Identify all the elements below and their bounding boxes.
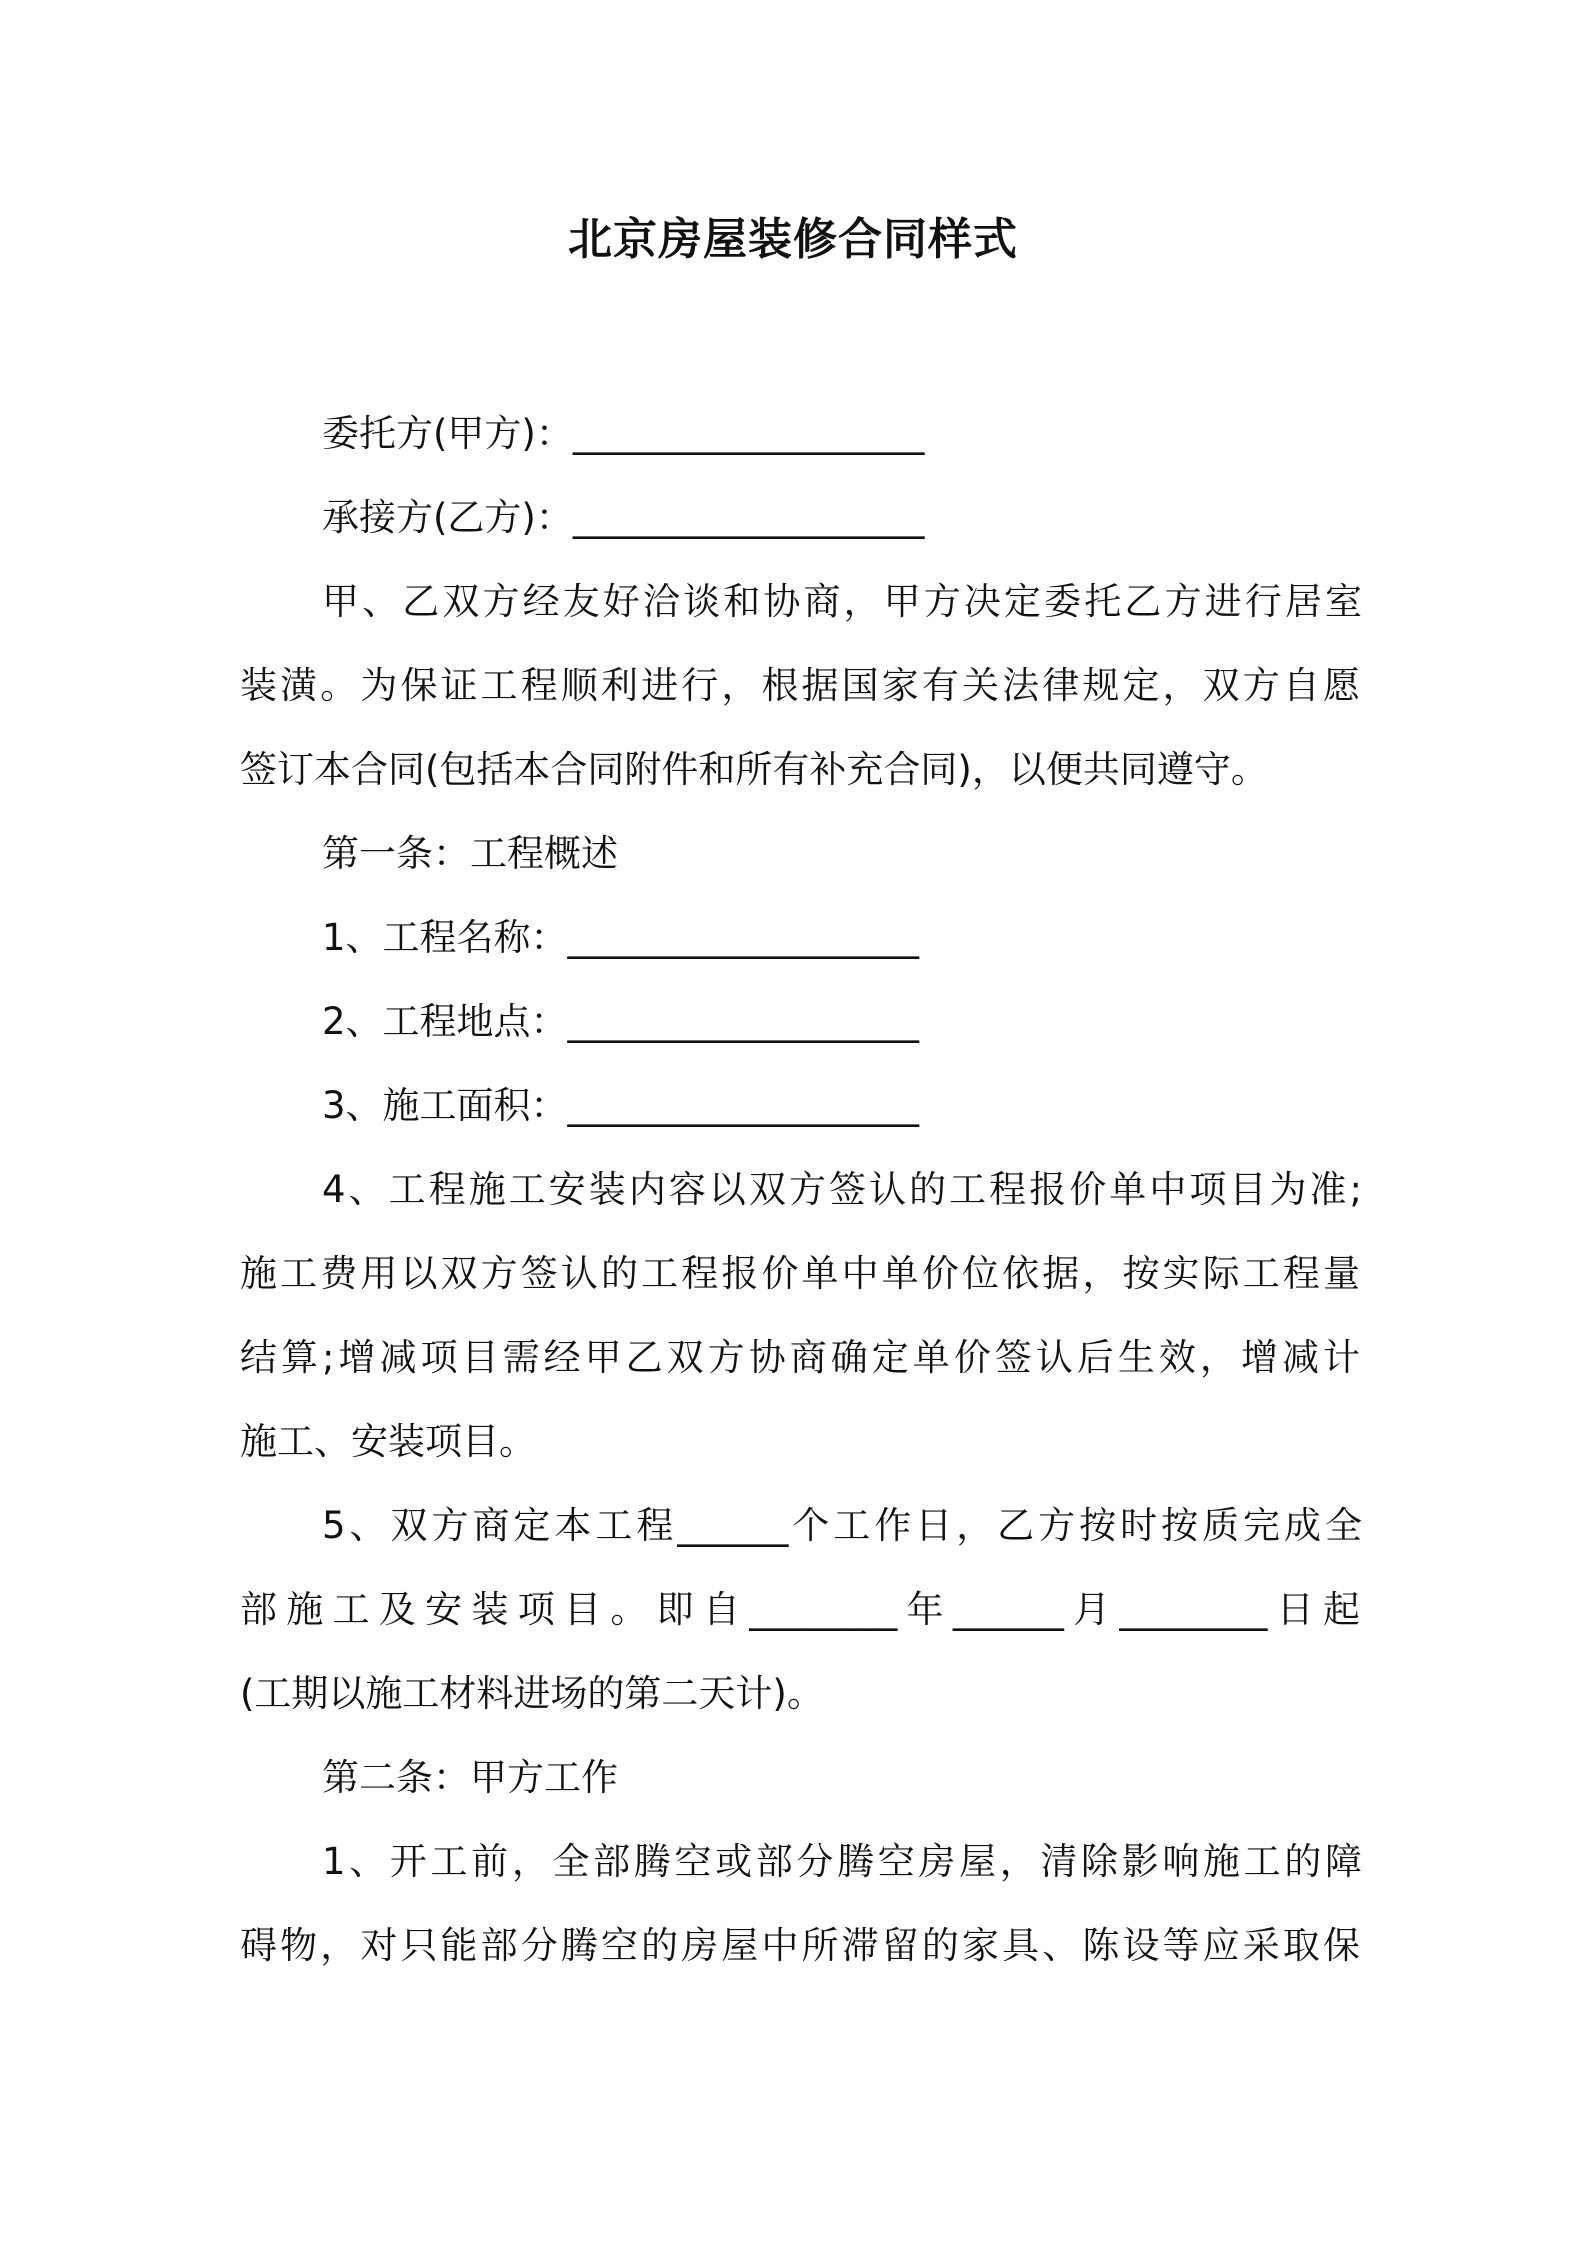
project-location-line: 2、工程地点：___________________: [322, 1000, 920, 1043]
party-a-line: 委托方(甲方)：___________________: [322, 412, 925, 455]
article-2-item-1-line-2: 碍物，对只能部分腾空的房屋中所滞留的家具、陈设等应采取保: [240, 1924, 1360, 1967]
item-4-line-1: 4、工程施工安装内容以双方签认的工程报价单中项目为准;: [322, 1168, 1362, 1211]
party-b-line: 承接方(乙方)：___________________: [322, 496, 925, 539]
project-name-line: 1、工程名称：___________________: [322, 916, 920, 959]
article-2-heading: 第二条：甲方工作: [322, 1756, 618, 1799]
item-5-line-1: 5、双方商定本工程______个工作日，乙方按时按质完成全: [322, 1504, 1362, 1547]
preamble-line-1: 甲、乙双方经友好洽谈和协商，甲方决定委托乙方进行居室: [322, 580, 1362, 623]
article-2-item-1-line-1: 1、开工前，全部腾空或部分腾空房屋，清除影响施工的障: [322, 1840, 1362, 1883]
item-5-line-3: (工期以施工材料进场的第二天计)。: [240, 1672, 824, 1715]
construction-area-line: 3、施工面积：___________________: [322, 1084, 920, 1127]
document-title: 北京房屋装修合同样式: [568, 214, 1018, 265]
item-4-line-2: 施工费用以双方签认的工程报价单中单价位依据，按实际工程量: [240, 1252, 1360, 1295]
article-1-heading: 第一条：工程概述: [322, 832, 618, 875]
preamble-line-2: 装潢。为保证工程顺利进行，根据国家有关法律规定，双方自愿: [240, 664, 1360, 707]
item-4-line-4: 施工、安装项目。: [240, 1420, 536, 1463]
preamble-line-3: 签订本合同(包括本合同附件和所有补充合同)，以便共同遵守。: [240, 748, 1268, 791]
item-4-line-3: 结算;增减项目需经甲乙双方协商确定单价签认后生效，增减计: [240, 1336, 1360, 1379]
item-5-line-2: 部施工及安装项目。即自________年______月________日起: [240, 1588, 1360, 1631]
